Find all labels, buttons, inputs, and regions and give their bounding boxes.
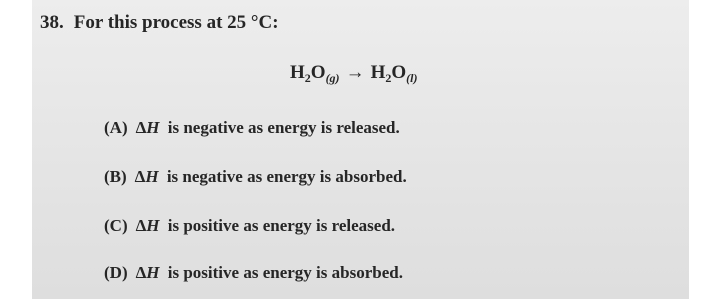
- question-text: For this process at 25 °C:: [73, 12, 279, 33]
- question-sheet: [32, 0, 689, 299]
- enthalpy-symbol: H: [145, 167, 159, 186]
- question-number: 38.: [40, 12, 64, 33]
- delta-symbol: Δ: [135, 118, 147, 137]
- option-text: is positive as energy is absorbed.: [167, 263, 403, 282]
- answer-option-b[interactable]: [104, 167, 407, 187]
- reactant-phase: (g): [325, 71, 340, 85]
- reactant-element-2: O: [310, 62, 326, 83]
- reactant-element: H: [290, 62, 305, 83]
- reaction-equation: [290, 62, 417, 86]
- option-delta-h: [136, 216, 160, 236]
- option-letter: (A): [104, 118, 128, 137]
- reaction-arrow-icon: →: [345, 62, 365, 83]
- option-text: is negative as energy is absorbed.: [166, 167, 407, 186]
- option-letter: (B): [104, 167, 127, 186]
- option-delta-h: [135, 167, 159, 187]
- option-delta-h: [136, 118, 160, 138]
- option-letter: (D): [104, 263, 128, 282]
- answer-option-a[interactable]: [104, 118, 400, 138]
- delta-symbol: Δ: [135, 216, 147, 235]
- product-phase: (l): [406, 71, 418, 85]
- delta-symbol: Δ: [135, 263, 147, 282]
- question-header: [40, 12, 279, 34]
- product-element: H: [370, 62, 386, 83]
- answer-option-d[interactable]: [104, 263, 403, 283]
- delta-symbol: Δ: [134, 167, 146, 186]
- answer-option-c[interactable]: [104, 216, 395, 236]
- product-element-2: O: [391, 62, 407, 83]
- option-text: is negative as energy is released.: [167, 118, 400, 137]
- option-letter: (C): [104, 216, 128, 235]
- enthalpy-symbol: H: [146, 118, 160, 137]
- option-text: is positive as energy is released.: [167, 216, 396, 235]
- enthalpy-symbol: H: [146, 263, 160, 282]
- option-delta-h: [136, 263, 160, 283]
- reactant-subscript: 2: [304, 71, 311, 85]
- product-subscript: 2: [385, 71, 392, 85]
- enthalpy-symbol: H: [146, 216, 160, 235]
